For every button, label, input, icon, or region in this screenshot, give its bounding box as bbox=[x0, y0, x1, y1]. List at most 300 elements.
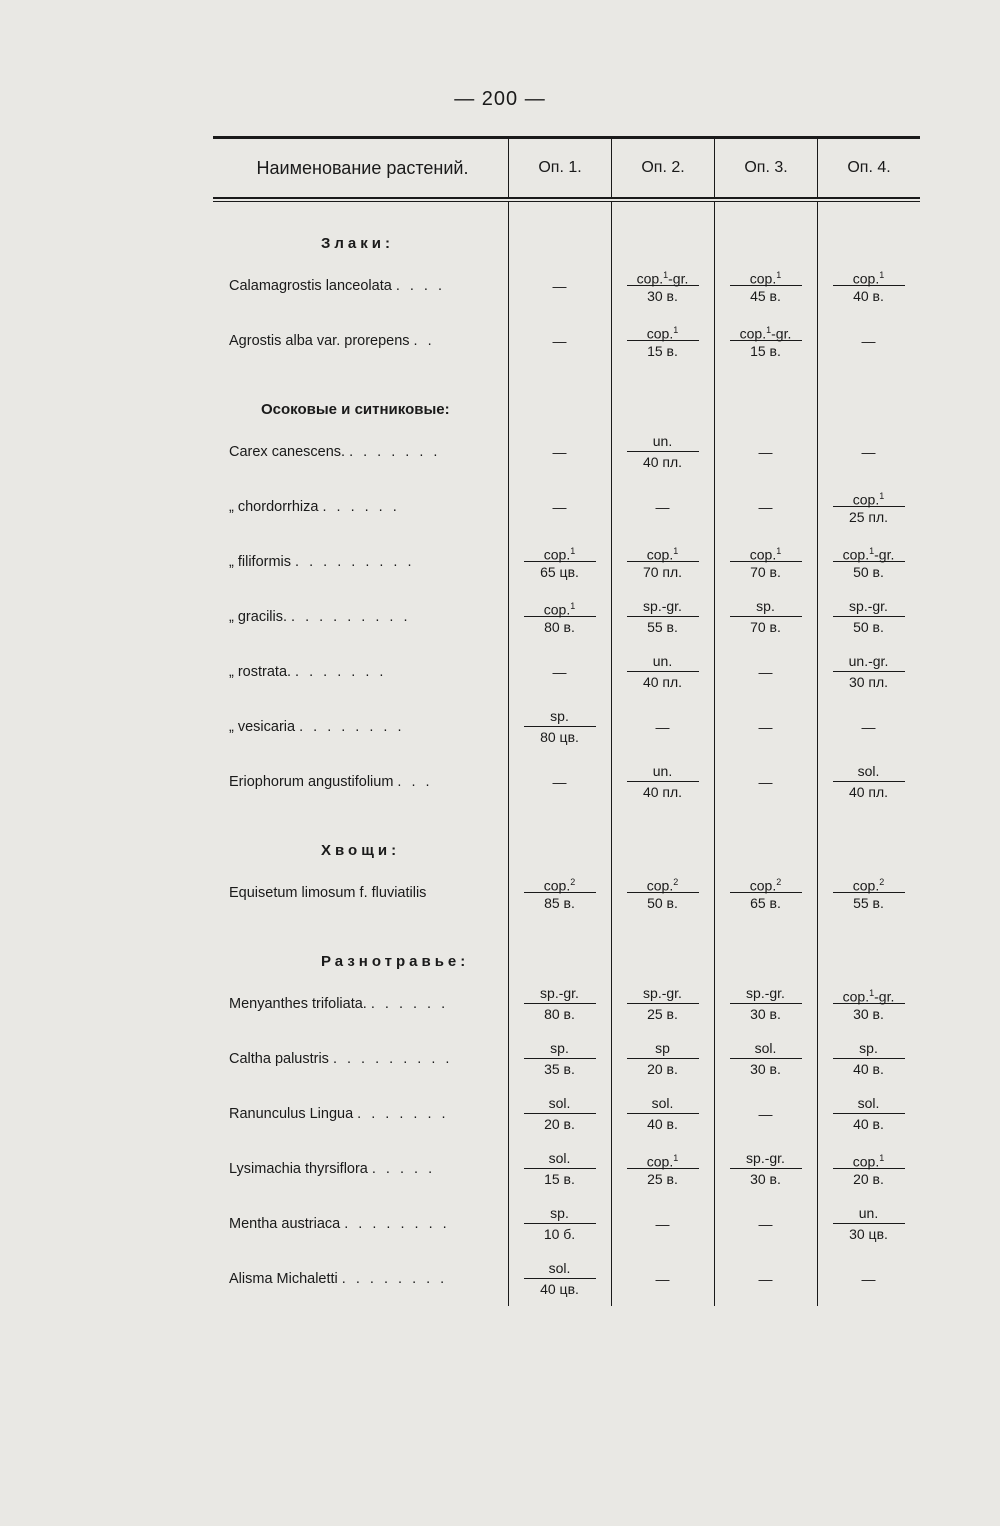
table-row bbox=[213, 424, 920, 479]
abundance-value bbox=[549, 1148, 571, 1168]
height-phase-value: 40 в. bbox=[647, 1116, 678, 1132]
abundance-value bbox=[750, 541, 781, 561]
abundance-code: cop. bbox=[739, 325, 767, 342]
abundance-value bbox=[544, 541, 575, 561]
plant-name: „ filiformis bbox=[229, 553, 292, 570]
height-phase-value: 50 в. bbox=[853, 619, 884, 635]
height-phase-value: 40 пл. bbox=[848, 784, 889, 800]
table-row bbox=[213, 976, 920, 1031]
abundance-code: sp.-gr. bbox=[849, 598, 888, 614]
abundance-code: un.-gr. bbox=[848, 653, 889, 669]
absent-dash: — bbox=[861, 332, 876, 349]
abundance-cell-op-3 bbox=[714, 589, 817, 644]
plant-name-cell bbox=[213, 534, 508, 589]
abundance-degree: 1 bbox=[663, 270, 669, 280]
abundance-value bbox=[858, 761, 880, 781]
abundance-code: sol. bbox=[754, 1040, 777, 1056]
section-title: Злаки: bbox=[321, 235, 394, 252]
height-phase-value: 40 в. bbox=[853, 288, 884, 304]
leader-dots: . . . . . . . bbox=[349, 443, 441, 460]
abundance-code: cop. bbox=[543, 877, 571, 894]
abundance-code: cop. bbox=[852, 1153, 880, 1170]
absent-dash: — bbox=[758, 663, 773, 680]
abundance-code: sol. bbox=[548, 1095, 571, 1111]
abundance-degree: 1 bbox=[879, 1153, 885, 1163]
height-phase-value: 30 в. bbox=[750, 1171, 781, 1187]
abundance-value bbox=[544, 596, 575, 616]
abundance-cell-op-2 bbox=[611, 589, 714, 644]
abundance-cell-op-2 bbox=[611, 424, 714, 479]
abundance-code: cop. bbox=[646, 1153, 674, 1170]
plant-name-cell bbox=[213, 644, 508, 699]
abundance-cell-op-2 bbox=[611, 865, 714, 920]
plant-name: Caltha palustris bbox=[229, 1050, 329, 1067]
abundance-code: cop. bbox=[852, 491, 880, 508]
height-phase-value: 55 в. bbox=[647, 619, 678, 635]
abundance-value bbox=[643, 596, 682, 616]
height-phase-value: 70 пл. bbox=[642, 564, 683, 580]
leader-dots: . . . . . . bbox=[322, 498, 400, 515]
height-phase-value: 80 в. bbox=[544, 619, 575, 635]
abundance-cell-op-3 bbox=[714, 479, 817, 534]
abundance-cell-op-4 bbox=[817, 1031, 920, 1086]
abundance-value bbox=[540, 983, 579, 1003]
height-phase-value: 40 пл. bbox=[642, 454, 683, 470]
leader-dots: . . . bbox=[397, 773, 433, 790]
abundance-cell-op-2 bbox=[611, 479, 714, 534]
abundance-value bbox=[549, 1258, 571, 1278]
page-number: — 200 — bbox=[454, 88, 546, 110]
abundance-cell-op-4 bbox=[817, 479, 920, 534]
abundance-code: sol. bbox=[651, 1095, 674, 1111]
absent-dash: — bbox=[655, 718, 670, 735]
abundance-cell-op-4 bbox=[817, 534, 920, 589]
abundance-cell-op-3 bbox=[714, 1086, 817, 1141]
plant-name: „ chordorrhiza bbox=[229, 498, 319, 515]
table-row bbox=[213, 313, 920, 368]
height-phase-value: 80 цв. bbox=[540, 729, 579, 745]
height-phase-value: 30 в. bbox=[750, 1061, 781, 1077]
abundance-cell-op-3 bbox=[714, 1031, 817, 1086]
abundance-value bbox=[849, 596, 888, 616]
abundance-code: sp. bbox=[550, 708, 569, 724]
height-phase-value: 30 пл. bbox=[848, 674, 889, 690]
abundance-suffix: -gr. bbox=[668, 270, 689, 287]
absent-dash: — bbox=[552, 663, 567, 680]
abundance-cell-op-4 bbox=[817, 644, 920, 699]
height-phase-value: 40 цв. bbox=[540, 1281, 579, 1297]
abundance-value bbox=[858, 1093, 880, 1113]
abundance-cell-op-1 bbox=[508, 1251, 611, 1306]
table-header bbox=[213, 139, 920, 197]
abundance-code: sp. bbox=[550, 1040, 569, 1056]
header-op-3: Оп. 3. bbox=[714, 139, 817, 197]
abundance-degree: 2 bbox=[879, 877, 885, 887]
plant-name-cell bbox=[213, 313, 508, 368]
plant-name-cell bbox=[213, 479, 508, 534]
abundance-cell-op-4 bbox=[817, 1086, 920, 1141]
abundance-cell-op-3 bbox=[714, 699, 817, 754]
plant-name: Menyanthes trifoliata. bbox=[229, 995, 367, 1012]
abundance-cell-op-4 bbox=[817, 1196, 920, 1251]
abundance-code: sol. bbox=[548, 1150, 571, 1166]
leader-dots: . . . . . . . . . bbox=[332, 1050, 453, 1067]
abundance-cell-op-1 bbox=[508, 589, 611, 644]
height-phase-value: 40 в. bbox=[853, 1061, 884, 1077]
height-phase-value: 30 в. bbox=[750, 1006, 781, 1022]
abundance-cell-op-1 bbox=[508, 865, 611, 920]
abundance-cell-op-2 bbox=[611, 644, 714, 699]
plant-name-cell bbox=[213, 865, 508, 920]
abundance-cell-op-2 bbox=[611, 754, 714, 809]
abundance-degree: 1 bbox=[673, 546, 679, 556]
absent-dash: — bbox=[758, 443, 773, 460]
absent-dash: — bbox=[758, 1105, 773, 1122]
height-phase-value: 40 пл. bbox=[642, 784, 683, 800]
table-row bbox=[213, 1196, 920, 1251]
height-phase-value: 30 цв. bbox=[849, 1226, 888, 1242]
abundance-cell-op-2 bbox=[611, 258, 714, 313]
height-phase-value: 30 в. bbox=[647, 288, 678, 304]
abundance-code: cop. bbox=[749, 546, 777, 563]
abundance-value bbox=[647, 541, 678, 561]
abundance-cell-op-2 bbox=[611, 976, 714, 1031]
abundance-degree: 1 bbox=[879, 270, 885, 280]
absent-dash: — bbox=[552, 443, 567, 460]
absent-dash: — bbox=[758, 1270, 773, 1287]
abundance-code: cop. bbox=[646, 546, 674, 563]
absent-dash: — bbox=[758, 498, 773, 515]
abundance-cell-op-2 bbox=[611, 1141, 714, 1196]
absent-dash: — bbox=[655, 1270, 670, 1287]
absent-dash: — bbox=[655, 1215, 670, 1232]
abundance-cell-op-2 bbox=[611, 534, 714, 589]
abundance-cell-op-2 bbox=[611, 1086, 714, 1141]
height-phase-value: 65 в. bbox=[750, 895, 781, 911]
abundance-code: sp. bbox=[756, 598, 775, 614]
leader-dots: . . . . . bbox=[371, 1160, 436, 1177]
abundance-cell-op-1 bbox=[508, 644, 611, 699]
table-row bbox=[213, 644, 920, 699]
height-phase-value: 10 б. bbox=[543, 1226, 576, 1242]
abundance-code: cop. bbox=[842, 988, 870, 1005]
plant-name: Carex canescens. bbox=[229, 443, 346, 460]
abundance-code: sp.-gr. bbox=[643, 598, 682, 614]
table-row bbox=[213, 479, 920, 534]
height-phase-value: 30 в. bbox=[853, 1006, 884, 1022]
height-phase-value: 25 пл. bbox=[848, 509, 889, 525]
abundance-code: cop. bbox=[852, 877, 880, 894]
height-phase-value: 70 в. bbox=[750, 564, 781, 580]
plant-name: „ rostrata. bbox=[229, 663, 292, 680]
abundance-degree: 2 bbox=[570, 877, 576, 887]
abundance-value bbox=[653, 431, 672, 451]
abundance-cell-op-3 bbox=[714, 754, 817, 809]
height-phase-value: 40 пл. bbox=[642, 674, 683, 690]
abundance-degree: 2 bbox=[673, 877, 679, 887]
abundance-value bbox=[549, 1093, 571, 1113]
leader-dots: . . . . . . . bbox=[357, 1105, 449, 1122]
abundance-degree: 1 bbox=[570, 601, 576, 611]
abundance-code: sp.-gr. bbox=[746, 985, 785, 1001]
table-row bbox=[213, 865, 920, 920]
plant-name: Lysimachia thyrsiflora bbox=[229, 1160, 368, 1177]
abundance-value bbox=[843, 983, 895, 1003]
abundance-cell-op-1 bbox=[508, 699, 611, 754]
table-row bbox=[213, 258, 920, 313]
height-phase-value: 65 цв. bbox=[540, 564, 579, 580]
abundance-value bbox=[853, 1148, 884, 1168]
plant-name-cell bbox=[213, 699, 508, 754]
abundance-code: un. bbox=[652, 763, 673, 779]
plant-name-cell bbox=[213, 1086, 508, 1141]
abundance-cell-op-3 bbox=[714, 644, 817, 699]
vegetation-table bbox=[213, 136, 920, 1306]
abundance-value bbox=[853, 872, 884, 892]
height-phase-value: 50 в. bbox=[853, 564, 884, 580]
plant-name-cell bbox=[213, 1141, 508, 1196]
plant-name: Eriophorum angustifolium bbox=[229, 773, 394, 790]
abundance-code: cop. bbox=[646, 877, 674, 894]
height-phase-value: 20 в. bbox=[647, 1061, 678, 1077]
height-phase-value: 40 в. bbox=[853, 1116, 884, 1132]
abundance-cell-op-2 bbox=[611, 1196, 714, 1251]
plant-name-cell bbox=[213, 589, 508, 644]
abundance-code: sp. bbox=[550, 1205, 569, 1221]
abundance-cell-op-4 bbox=[817, 313, 920, 368]
abundance-value bbox=[653, 651, 672, 671]
abundance-cell-op-2 bbox=[611, 699, 714, 754]
absent-dash: — bbox=[758, 773, 773, 790]
abundance-code: cop. bbox=[852, 270, 880, 287]
height-phase-value: 15 в. bbox=[647, 343, 678, 359]
abundance-value bbox=[849, 651, 889, 671]
height-phase-value: 20 в. bbox=[853, 1171, 884, 1187]
abundance-code: sol. bbox=[548, 1260, 571, 1276]
abundance-degree: 1 bbox=[673, 1153, 679, 1163]
abundance-code: un. bbox=[652, 433, 673, 449]
abundance-cell-op-2 bbox=[611, 1031, 714, 1086]
leader-dots: . . . . . . . . . bbox=[291, 608, 411, 625]
abundance-suffix: -gr. bbox=[874, 546, 895, 563]
abundance-value bbox=[550, 1038, 569, 1058]
abundance-value bbox=[859, 1203, 878, 1223]
absent-dash: — bbox=[552, 773, 567, 790]
height-phase-value: 50 в. bbox=[647, 895, 678, 911]
abundance-code: sp.-gr. bbox=[540, 985, 579, 1001]
abundance-value bbox=[652, 1093, 674, 1113]
leader-dots: . . bbox=[413, 332, 435, 349]
abundance-code: cop. bbox=[842, 546, 870, 563]
height-phase-value: 80 в. bbox=[544, 1006, 575, 1022]
table-body bbox=[213, 202, 920, 1306]
absent-dash: — bbox=[861, 1270, 876, 1287]
abundance-suffix: -gr. bbox=[771, 325, 792, 342]
abundance-code: cop. bbox=[749, 877, 777, 894]
abundance-degree: 1 bbox=[673, 325, 679, 335]
leader-dots: . . . . . . . . bbox=[341, 1270, 448, 1287]
header-op-1: Оп. 1. bbox=[508, 139, 611, 197]
plant-name-cell bbox=[213, 976, 508, 1031]
plant-name: Equisetum limosum f. fluviatilis bbox=[229, 884, 427, 901]
abundance-code: sp.-gr. bbox=[746, 1150, 785, 1166]
height-phase-value: 35 в. bbox=[544, 1061, 575, 1077]
abundance-value bbox=[740, 320, 792, 340]
height-phase-value: 25 в. bbox=[647, 1171, 678, 1187]
abundance-code: cop. bbox=[543, 546, 571, 563]
plant-name-cell bbox=[213, 1251, 508, 1306]
section-title: Разнотравье: bbox=[321, 953, 470, 970]
leader-dots: . . . . . . . bbox=[295, 663, 387, 680]
abundance-code: sp. bbox=[859, 1040, 878, 1056]
leader-dots: . . . . . . bbox=[370, 995, 449, 1012]
table-row bbox=[213, 699, 920, 754]
abundance-cell-op-1 bbox=[508, 313, 611, 368]
plant-name: Mentha austriaca bbox=[229, 1215, 341, 1232]
abundance-value bbox=[637, 265, 689, 285]
abundance-cell-op-4 bbox=[817, 258, 920, 313]
plant-name: Agrostis alba var. prorepens bbox=[229, 332, 410, 349]
abundance-code: sp.-gr. bbox=[643, 985, 682, 1001]
plant-name: „ gracilis. bbox=[229, 608, 288, 625]
abundance-value bbox=[550, 1203, 569, 1223]
abundance-degree: 1 bbox=[869, 988, 875, 998]
table-row bbox=[213, 754, 920, 809]
table-row bbox=[213, 1031, 920, 1086]
height-phase-value: 20 в. bbox=[544, 1116, 575, 1132]
abundance-value bbox=[655, 1038, 670, 1058]
absent-dash: — bbox=[552, 332, 567, 349]
abundance-cell-op-2 bbox=[611, 313, 714, 368]
abundance-value bbox=[755, 1038, 777, 1058]
abundance-value bbox=[653, 761, 672, 781]
abundance-degree: 1 bbox=[776, 546, 782, 556]
abundance-cell-op-1 bbox=[508, 258, 611, 313]
leader-dots: . . . . . . . . bbox=[344, 1215, 450, 1232]
abundance-code: un. bbox=[858, 1205, 879, 1221]
table-row bbox=[213, 1141, 920, 1196]
abundance-cell-op-4 bbox=[817, 865, 920, 920]
abundance-cell-op-3 bbox=[714, 865, 817, 920]
abundance-value bbox=[750, 265, 781, 285]
table-row bbox=[213, 1251, 920, 1306]
abundance-cell-op-1 bbox=[508, 534, 611, 589]
leader-dots: . . . . . . . . bbox=[299, 718, 405, 735]
abundance-degree: 1 bbox=[869, 546, 875, 556]
abundance-code: cop. bbox=[636, 270, 664, 287]
abundance-value bbox=[550, 706, 569, 726]
abundance-cell-op-1 bbox=[508, 976, 611, 1031]
abundance-suffix: -gr. bbox=[874, 988, 895, 1005]
header-op-2: Оп. 2. bbox=[611, 139, 714, 197]
plant-name-cell bbox=[213, 1031, 508, 1086]
abundance-cell-op-2 bbox=[611, 1251, 714, 1306]
abundance-degree: 1 bbox=[570, 546, 576, 556]
height-phase-value: 85 в. bbox=[544, 895, 575, 911]
abundance-value bbox=[746, 983, 785, 1003]
header-plant-name: Наименование растений. bbox=[256, 157, 469, 178]
height-phase-value: 15 в. bbox=[750, 343, 781, 359]
abundance-degree: 1 bbox=[776, 270, 782, 280]
plant-name: „ vesicaria bbox=[229, 718, 296, 735]
plant-name: Alisma Michaletti bbox=[229, 1270, 338, 1287]
leader-dots: . . . . bbox=[395, 277, 446, 294]
abundance-cell-op-1 bbox=[508, 1196, 611, 1251]
abundance-cell-op-4 bbox=[817, 699, 920, 754]
abundance-code: sol. bbox=[857, 1095, 880, 1111]
abundance-cell-op-3 bbox=[714, 534, 817, 589]
abundance-value bbox=[544, 872, 575, 892]
absent-dash: — bbox=[861, 718, 876, 735]
abundance-cell-op-4 bbox=[817, 589, 920, 644]
height-phase-value: 45 в. bbox=[750, 288, 781, 304]
abundance-value bbox=[647, 1148, 678, 1168]
abundance-cell-op-1 bbox=[508, 754, 611, 809]
abundance-cell-op-3 bbox=[714, 1141, 817, 1196]
abundance-cell-op-1 bbox=[508, 479, 611, 534]
table-row bbox=[213, 534, 920, 589]
section-title: Осоковые и ситниковые: bbox=[261, 401, 450, 418]
abundance-code: cop. bbox=[646, 325, 674, 342]
abundance-code: cop. bbox=[543, 601, 571, 618]
abundance-value bbox=[647, 872, 678, 892]
plant-name: Ranunculus Lingua bbox=[229, 1105, 354, 1122]
height-phase-value: 25 в. bbox=[647, 1006, 678, 1022]
abundance-cell-op-3 bbox=[714, 976, 817, 1031]
abundance-cell-op-3 bbox=[714, 1196, 817, 1251]
abundance-cell-op-3 bbox=[714, 424, 817, 479]
abundance-cell-op-3 bbox=[714, 313, 817, 368]
abundance-degree: 1 bbox=[766, 325, 772, 335]
abundance-code: cop. bbox=[749, 270, 777, 287]
abundance-cell-op-4 bbox=[817, 1251, 920, 1306]
table-row bbox=[213, 1086, 920, 1141]
height-phase-value: 15 в. bbox=[544, 1171, 575, 1187]
abundance-cell-op-4 bbox=[817, 424, 920, 479]
abundance-cell-op-1 bbox=[508, 1086, 611, 1141]
abundance-code: sp bbox=[655, 1040, 670, 1056]
abundance-cell-op-1 bbox=[508, 424, 611, 479]
plant-name-cell bbox=[213, 1196, 508, 1251]
height-phase-value: 55 в. bbox=[853, 895, 884, 911]
absent-dash: — bbox=[758, 718, 773, 735]
abundance-degree: 2 bbox=[776, 877, 782, 887]
abundance-cell-op-1 bbox=[508, 1031, 611, 1086]
plant-name-cell bbox=[213, 424, 508, 479]
abundance-value bbox=[750, 872, 781, 892]
plant-name: Calamagrostis lanceolata bbox=[229, 277, 392, 294]
abundance-cell-op-3 bbox=[714, 258, 817, 313]
absent-dash: — bbox=[758, 1215, 773, 1232]
absent-dash: — bbox=[861, 443, 876, 460]
abundance-code: un. bbox=[652, 653, 673, 669]
abundance-cell-op-4 bbox=[817, 976, 920, 1031]
abundance-code: sol. bbox=[857, 763, 880, 779]
section-title: Хвощи: bbox=[321, 842, 401, 859]
plant-name-cell bbox=[213, 754, 508, 809]
abundance-value bbox=[859, 1038, 878, 1058]
abundance-cell-op-1 bbox=[508, 1141, 611, 1196]
leader-dots: . . . . . . . . . bbox=[295, 553, 415, 570]
height-phase-value: 70 в. bbox=[750, 619, 781, 635]
table-row bbox=[213, 589, 920, 644]
header-op-4: Оп. 4. bbox=[817, 139, 920, 197]
abundance-value bbox=[843, 541, 895, 561]
abundance-value bbox=[746, 1148, 785, 1168]
abundance-value bbox=[853, 265, 884, 285]
abundance-value bbox=[756, 596, 775, 616]
abundance-cell-op-4 bbox=[817, 754, 920, 809]
